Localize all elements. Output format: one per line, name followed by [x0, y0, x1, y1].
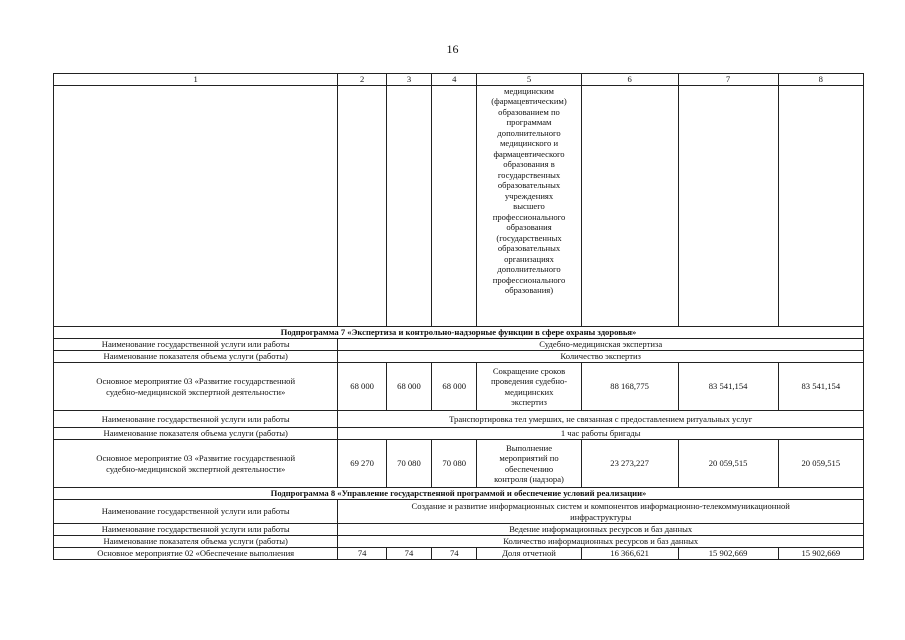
col-header-6: 6: [581, 74, 678, 86]
text-line: профессионального: [492, 274, 566, 285]
col-header-2: 2: [338, 74, 386, 86]
event-value: 74: [386, 548, 431, 560]
service-value: [338, 500, 864, 524]
event-label: [54, 440, 338, 488]
text-line: образовательных: [497, 243, 561, 254]
subprogram-8-title: Подпрограмма 8 «Управление государственной программой и обеспечение условий реализации»: [54, 488, 864, 500]
continuation-text: [477, 86, 581, 327]
text-line: проведения судебно-: [490, 376, 568, 387]
sub7-indicator-row: [54, 351, 864, 363]
service-value: Судебно-медицинская экспертиза: [338, 339, 864, 351]
cell-empty: [54, 86, 338, 327]
subprogram-7-title-row: [54, 327, 864, 339]
column-number-row: [54, 74, 864, 86]
service-value: Транспортировка тел умерших, не связанная с предоставлением ритуальных услуг: [338, 411, 864, 428]
event-value: 68 000: [386, 363, 431, 411]
event-value: 68 000: [432, 363, 477, 411]
col-header-1: 1: [54, 74, 338, 86]
event-finance: 83 541,154: [778, 363, 863, 411]
cell-empty: [386, 86, 431, 327]
text-line: медицинским: [504, 86, 554, 96]
subprogram-8-title-row: [54, 488, 864, 500]
sub7-event-row: [54, 363, 864, 411]
text-line: образования в: [503, 159, 555, 170]
page-number: 16: [446, 42, 459, 56]
col-header-8: 8: [778, 74, 863, 86]
sub7-event2-row: [54, 440, 864, 488]
col-header-5: 5: [477, 74, 581, 86]
text-line: высшего: [513, 201, 545, 212]
cell-empty: [778, 86, 863, 327]
col-header-3: 3: [386, 74, 431, 86]
event-finance: 20 059,515: [778, 440, 863, 488]
event-value: 69 270: [338, 440, 386, 488]
text-line: экспертиз: [511, 396, 547, 407]
text-line: судебно-медицинской экспертной деятельности»: [106, 386, 286, 397]
event-value: 70 080: [432, 440, 477, 488]
text-line: организациях: [504, 253, 554, 264]
col-header-4: 4: [432, 74, 477, 86]
event-finance: 20 059,515: [678, 440, 778, 488]
event-value: 74: [338, 548, 386, 560]
text-line: судебно-медицинской экспертной деятельности»: [106, 463, 286, 474]
subprogram-7-title: Подпрограмма 7 «Экспертиза и контрольно-надзорные функции в сфере охраны здоровья»: [54, 327, 864, 339]
text-line: образования: [506, 222, 552, 233]
sub8-service-row: [54, 500, 864, 524]
text-line: дополнительного: [497, 127, 561, 138]
program-table: [53, 73, 864, 560]
continuation-row: [54, 86, 864, 327]
indicator-label: Наименование показателя объема услуги (работы): [54, 428, 338, 440]
text-line: профессионального: [492, 211, 566, 222]
sub7-service2-row: [54, 411, 864, 428]
text-line: Основное мероприятие 03 «Развитие государственной: [96, 453, 296, 464]
text-line: медицинского и: [499, 138, 559, 149]
sub7-indicator2-row: [54, 428, 864, 440]
event-finance: 83 541,154: [678, 363, 778, 411]
text-line: Основное мероприятие 03 «Развитие государственной: [96, 376, 296, 387]
cell-empty: [581, 86, 678, 327]
event-label: Основное мероприятие 02 «Обеспечение выполнения: [54, 548, 338, 560]
service-label: Наименование государственной услуги или работы: [54, 339, 338, 351]
col-header-7: 7: [678, 74, 778, 86]
text-line: программам: [506, 117, 552, 128]
sub8-service2-row: [54, 524, 864, 536]
text-line: контроля (надзора): [494, 473, 564, 484]
service-value: Ведение информационных ресурсов и баз данных: [338, 524, 864, 536]
indicator-label: Наименование показателя объема услуги (работы): [54, 536, 338, 548]
sub8-event-row: [54, 548, 864, 560]
text-line: медицинских: [504, 386, 554, 397]
indicator-label: Наименование показателя объема услуги (работы): [54, 351, 338, 363]
continuation-lines: [479, 86, 578, 296]
text-line: образованием по: [498, 106, 560, 117]
event-description: [477, 363, 581, 411]
event-finance: 15 902,669: [678, 548, 778, 560]
event-finance: 16 366,621: [581, 548, 678, 560]
text-line: обеспечению: [504, 463, 554, 474]
text-line: Создание и развитие информационных систем и компонентов информационно-телекоммуникационной: [411, 501, 790, 512]
event-value: 74: [432, 548, 477, 560]
text-line: Сокращение сроков: [492, 365, 566, 376]
text-line: дополнительного: [497, 264, 561, 275]
text-line: инфраструктуры: [570, 511, 632, 522]
indicator-value: Количество экспертиз: [338, 351, 864, 363]
sub8-indicator-row: [54, 536, 864, 548]
text-line: фармацевтического: [493, 148, 565, 159]
text-line: Выполнение: [506, 442, 553, 453]
text-line: образовательных: [497, 180, 561, 191]
cell-empty: [432, 86, 477, 327]
service-label: Наименование государственной услуги или работы: [54, 524, 338, 536]
cell-empty: [338, 86, 386, 327]
event-finance: 23 273,227: [581, 440, 678, 488]
indicator-value: Количество информационных ресурсов и баз данных: [338, 536, 864, 548]
event-value: 68 000: [338, 363, 386, 411]
event-label: [54, 363, 338, 411]
event-finance: 88 168,775: [581, 363, 678, 411]
text-line: государственных: [497, 169, 561, 180]
event-description: [477, 440, 581, 488]
sub7-service-row: [54, 339, 864, 351]
indicator-value: 1 час работы бригады: [338, 428, 864, 440]
text-line: (фармацевтическим): [491, 96, 567, 107]
text-line: (государственных: [496, 232, 562, 243]
text-line: образования): [504, 285, 554, 296]
event-value: 70 080: [386, 440, 431, 488]
cell-empty: [678, 86, 778, 327]
service-label: Наименование государственной услуги или работы: [54, 411, 338, 428]
text-line: учреждениях: [504, 190, 554, 201]
text-line: мероприятий по: [499, 453, 559, 464]
event-finance: 15 902,669: [778, 548, 863, 560]
service-label: Наименование государственной услуги или работы: [54, 500, 338, 524]
event-description: Доля отчетной: [477, 548, 581, 560]
